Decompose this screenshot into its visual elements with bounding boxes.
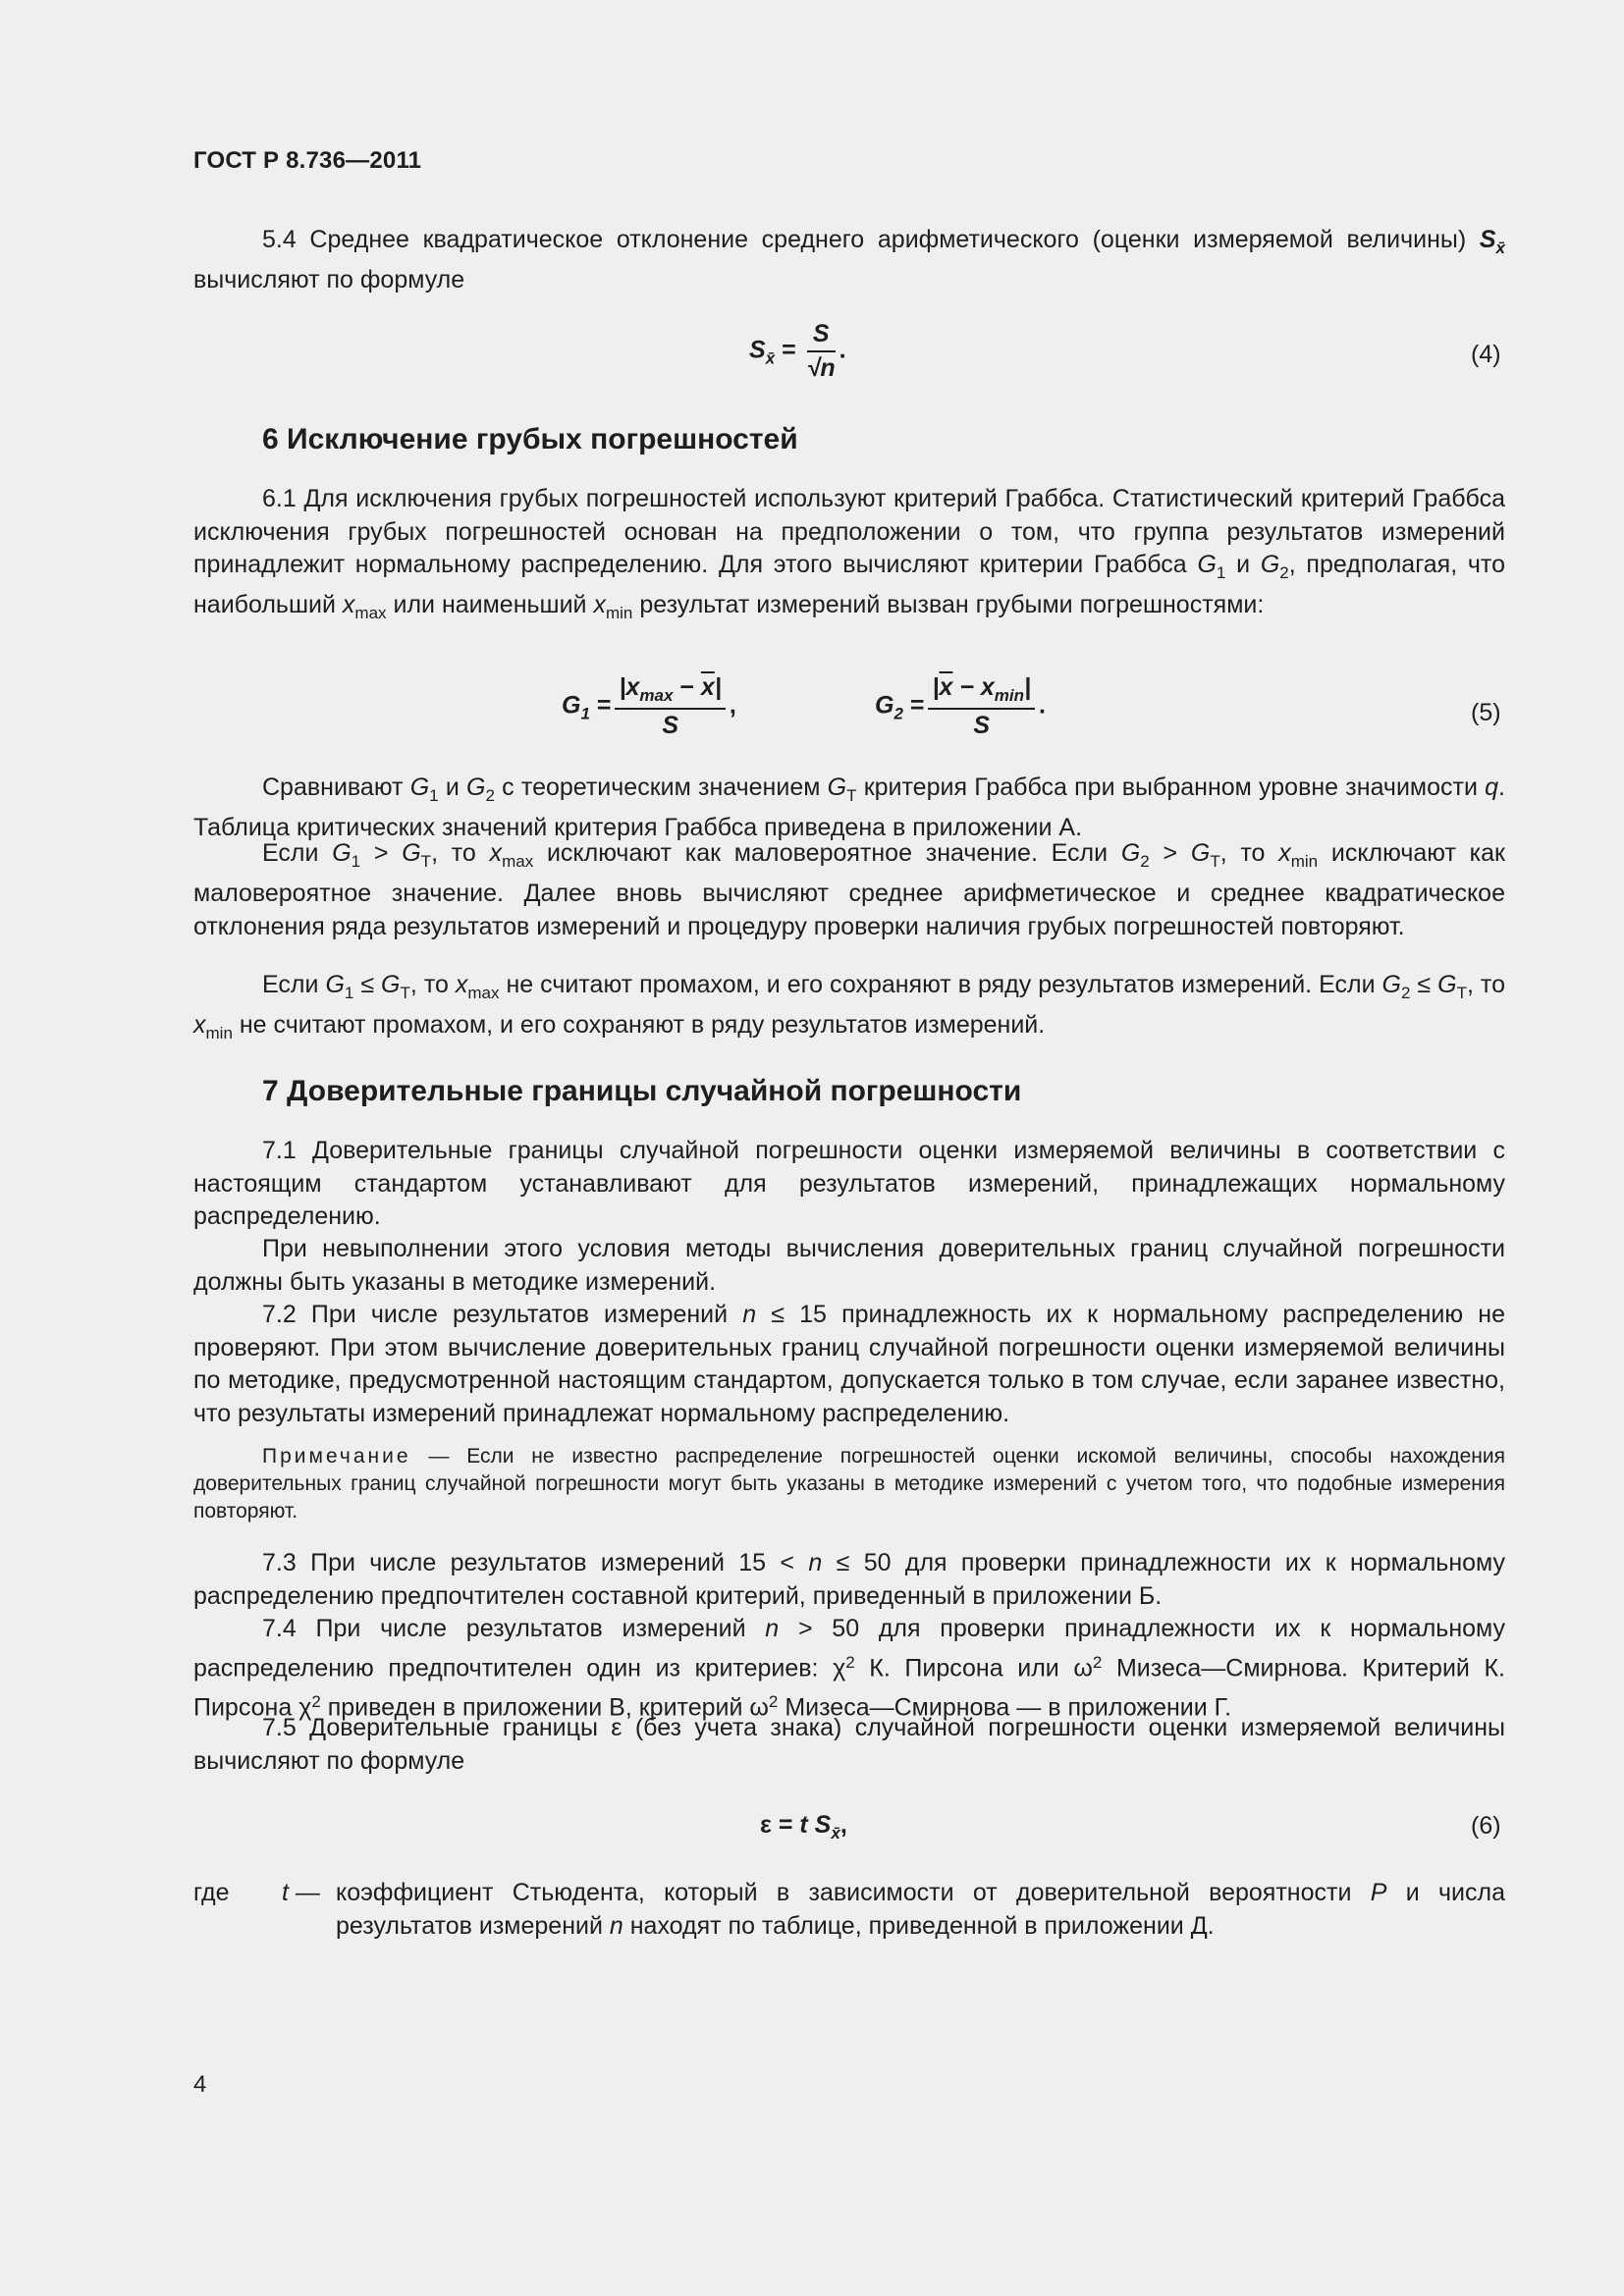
paragraph-7-4: 7.4 При числе результатов измерений n > 50 для проверки принадлежности их к нормальному распределению предпочтителен один из критериев: $\chi^2$ К. Пирсона или $\omega^2$ Мизеса—Смирнова. Критерий К. Пирсона $\chi^2$ приведен в приложении В, критерий $\omega^2$ Мизеса—Смирнова — в приложении Г.: [193, 1615, 1505, 1721]
note: Примечание — Если не известно распределение погрешностей оценки искомой величины, способы нахождения доверительных границ случайной погрешности могут быть указаны в методике измерений с учетом того, что подобные измерения повторяют.: [193, 1445, 1505, 1522]
formula-6-number: (6): [1471, 1812, 1501, 1840]
where-symbol: t —: [282, 1879, 320, 1906]
paragraph-if-less: Если $G_1 \le G_T$, то $x_{max}$ не считают промахом, и его сохраняют в ряду результатов измерений. Если $G_2 \le G_T$, то $x_{min}$ не считают промахом, и его сохраняют в ряду результатов измерений.: [193, 971, 1505, 1043]
paragraph-5-4: 5.4 Среднее квадратическое отклонение среднего арифметического (оценки измеряемой величины) $S_{x̄}$ вычисляют по формуле: [193, 226, 1505, 294]
paragraph-compare: Сравнивают $G_1$ и $G_2$ с теоретическим значением $G_T$ критерия Граббса при выбранном уровне значимости q. Таблица критических значений критерия Граббса приведена в приложении А.: [193, 774, 1505, 842]
section-6-heading: 6 Исключение грубых погрешностей: [262, 423, 798, 455]
paragraph-7-3: 7.3 При числе результатов измерений 15 < n ≤ 50 для проверки принадлежности их к нормальному распределению предпочтителен составной критерий, приведенный в приложении Б.: [193, 1549, 1506, 1610]
where-label: где: [193, 1879, 230, 1906]
paragraph-if-greater: Если $G_1 > G_T$, то $x_{max}$ исключают как маловероятное значение. Если $G_2 > G_T$, то $x_{min}$ исключают как маловероятное значение. Далее вновь вычисляют среднее арифметическое и среднее квадратическое отклонения ряда результатов измерений и процедуру проверки наличия грубых погрешностей повторяют.: [193, 839, 1505, 940]
page-number: 4: [193, 2071, 207, 2098]
formula-5-number: (5): [1471, 699, 1501, 726]
formula-6: ε = t $S_{x̄}$,: [760, 1811, 847, 1842]
document-header: ГОСТ Р 8.736—2011: [193, 147, 422, 174]
formula-5-g1: $G_1$ = $\frac{|x_{max} - \overline{x}|}{S}$ ,: [562, 673, 736, 739]
paragraph-7-2: 7.2 При числе результатов измерений n ≤ 15 принадлежность их к нормальному распределению не проверяют. При этом вычисление доверительных границ случайной погрешности оценки измеряемой величины по методике, предусмотренной настоящим стандартом, допускается только в том случае, если заранее известно, что результаты измерений принадлежат нормальному распределению.: [193, 1301, 1505, 1427]
paragraph-7-1-cont: При невыполнении этого условия методы вычисления доверительных границ случайной погрешности должны быть указаны в методике измерений.: [193, 1235, 1505, 1296]
paragraph-7-5: 7.5 Доверительные границы ε (без учета знака) случайной погрешности оценки измеряемой величины вычисляют по формуле: [193, 1714, 1505, 1775]
formula-4: $S_{x̄}$ = $\frac{S}{√n}$ .: [749, 320, 846, 382]
paragraph-6-1: 6.1 Для исключения грубых погрешностей используют критерий Граббса. Статистический критерий Граббса исключения грубых погрешностей основан на предположении о том, что группа результатов измерений принадлежит нормальному распределению. Для этого вычисляют критерии Граббса $G_1$ и $G_2$, предполагая, что наибольший $x_{max}$ или наименьший $x_{min}$ результат измерений вызван грубыми погрешностями:: [193, 485, 1505, 623]
where-description: коэффициент Стьюдента, который в зависимости от доверительной вероятности P и числа результатов измерений n находят по таблице, приведенной в приложении Д.: [336, 1879, 1506, 1940]
paragraph-7-1: 7.1 Доверительные границы случайной погрешности оценки измеряемой величины в соответствии с настоящим стандартом устанавливают для результатов измерений, принадлежащих нормальному распределению.: [193, 1137, 1505, 1230]
note-label: Примечание: [262, 1445, 411, 1468]
section-7-heading: 7 Доверительные границы случайной погрешности: [262, 1075, 1022, 1107]
formula-4-number: (4): [1471, 341, 1501, 368]
formula-5-g2: $G_2$ = $\frac{|\overline{x} - x_{min}|}{S}$ .: [875, 673, 1046, 739]
